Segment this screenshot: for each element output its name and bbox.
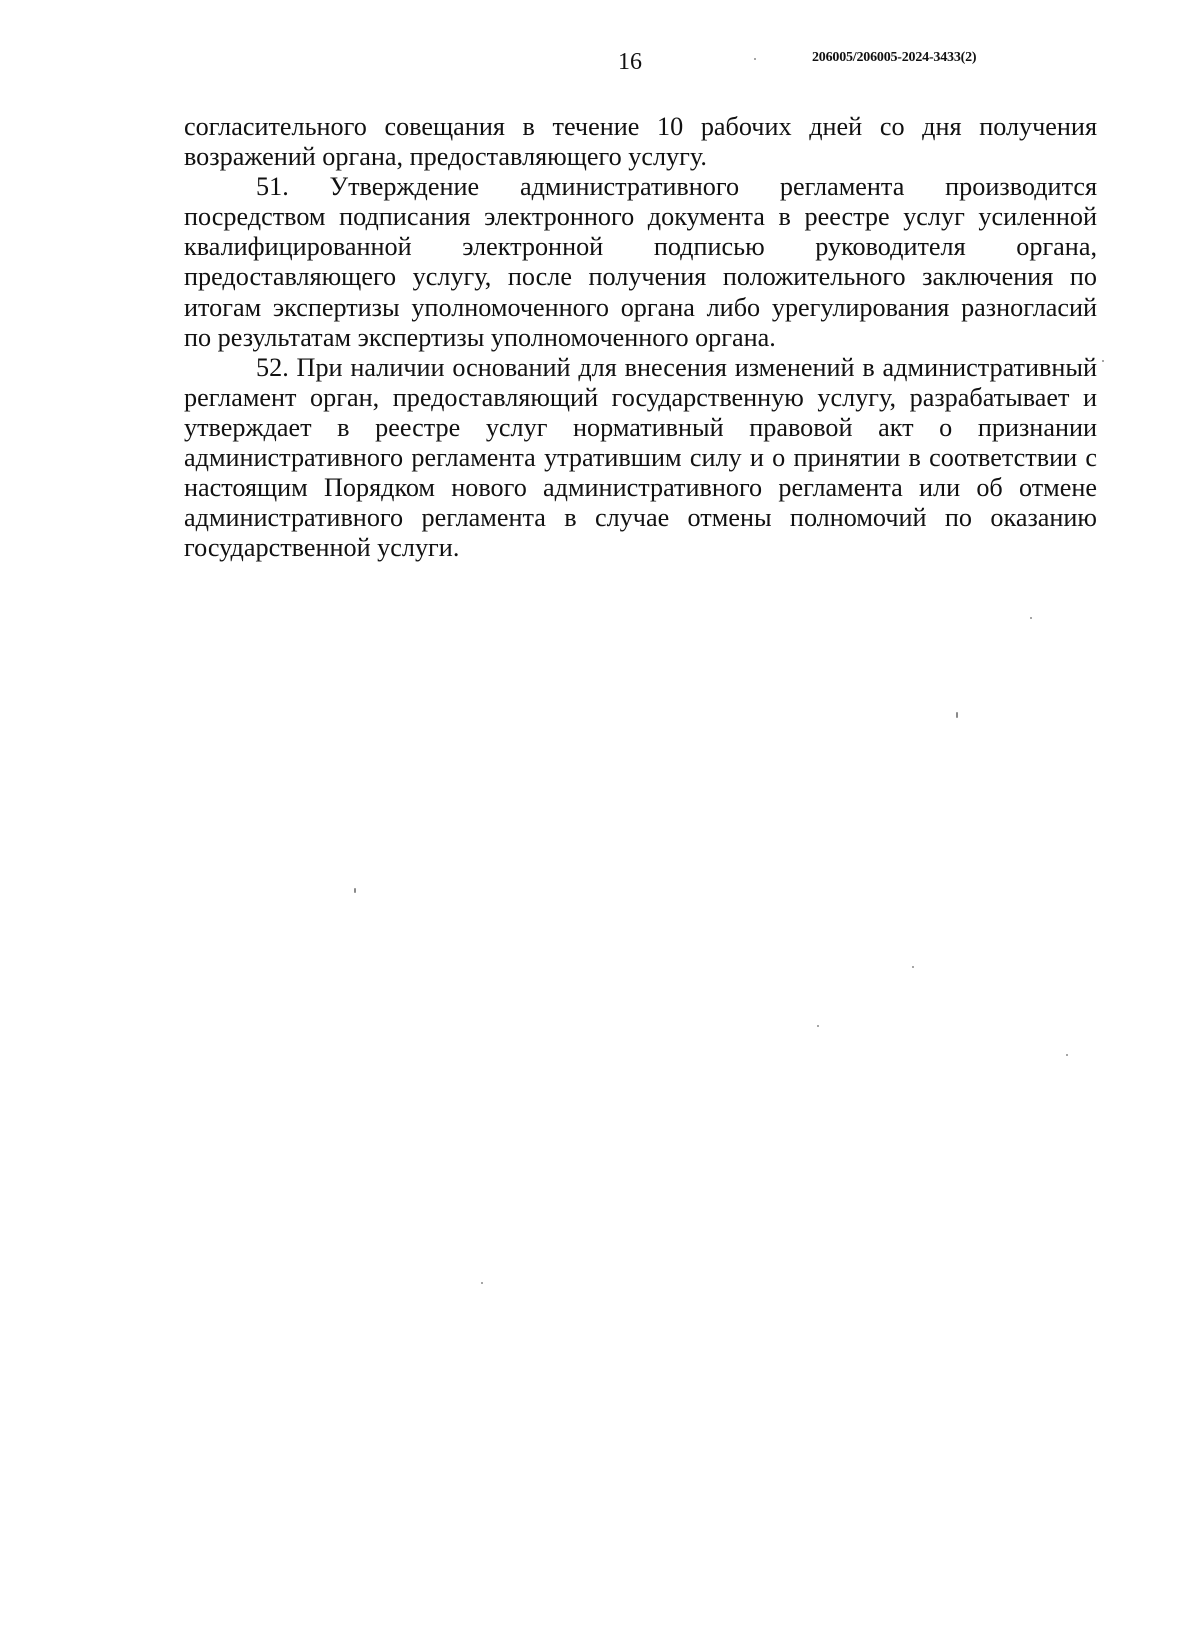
scan-speck	[912, 966, 914, 968]
page-number: 16	[618, 49, 642, 75]
scan-speck	[956, 712, 958, 718]
scan-speck	[1066, 1054, 1068, 1056]
scan-speck	[354, 888, 356, 893]
paragraph-52: 52. При наличии оснований для внесения изменений в административный регламент орган, предоставляющий государственную услугу, разрабатывает и утверждает в реестре услуг нормативный правовой акт о признании административного регламента утратившим силу и о принятии в соответствии с настоящим Порядком нового административного регламента или об отмене административного регламента в случае отмены полномочий по оказанию государственной услуги.	[184, 352, 1097, 563]
scan-speck	[754, 58, 756, 60]
document-code: 206005/206005-2024-3433(2)	[812, 50, 977, 65]
scan-speck	[481, 1282, 483, 1284]
scan-speck	[1102, 360, 1104, 362]
paragraph-51: 51. Утверждение административного регламента производится посредством подписания электронного документа в реестре услуг усиленной квалифицированной электронной подписью руководителя органа, предоставляющего услугу, после получения положительного заключения по итогам экспертизы уполномоченного органа либо урегулирования разногласий по результатам экспертизы уполномоченного органа.	[184, 172, 1097, 352]
paragraph-continuation: согласительного совещания в течение 10 рабочих дней со дня получения возражений органа, предоставляющего услугу.	[184, 112, 1097, 172]
scan-speck	[817, 1025, 819, 1027]
document-body	[184, 112, 1097, 563]
scan-speck	[1030, 617, 1032, 619]
